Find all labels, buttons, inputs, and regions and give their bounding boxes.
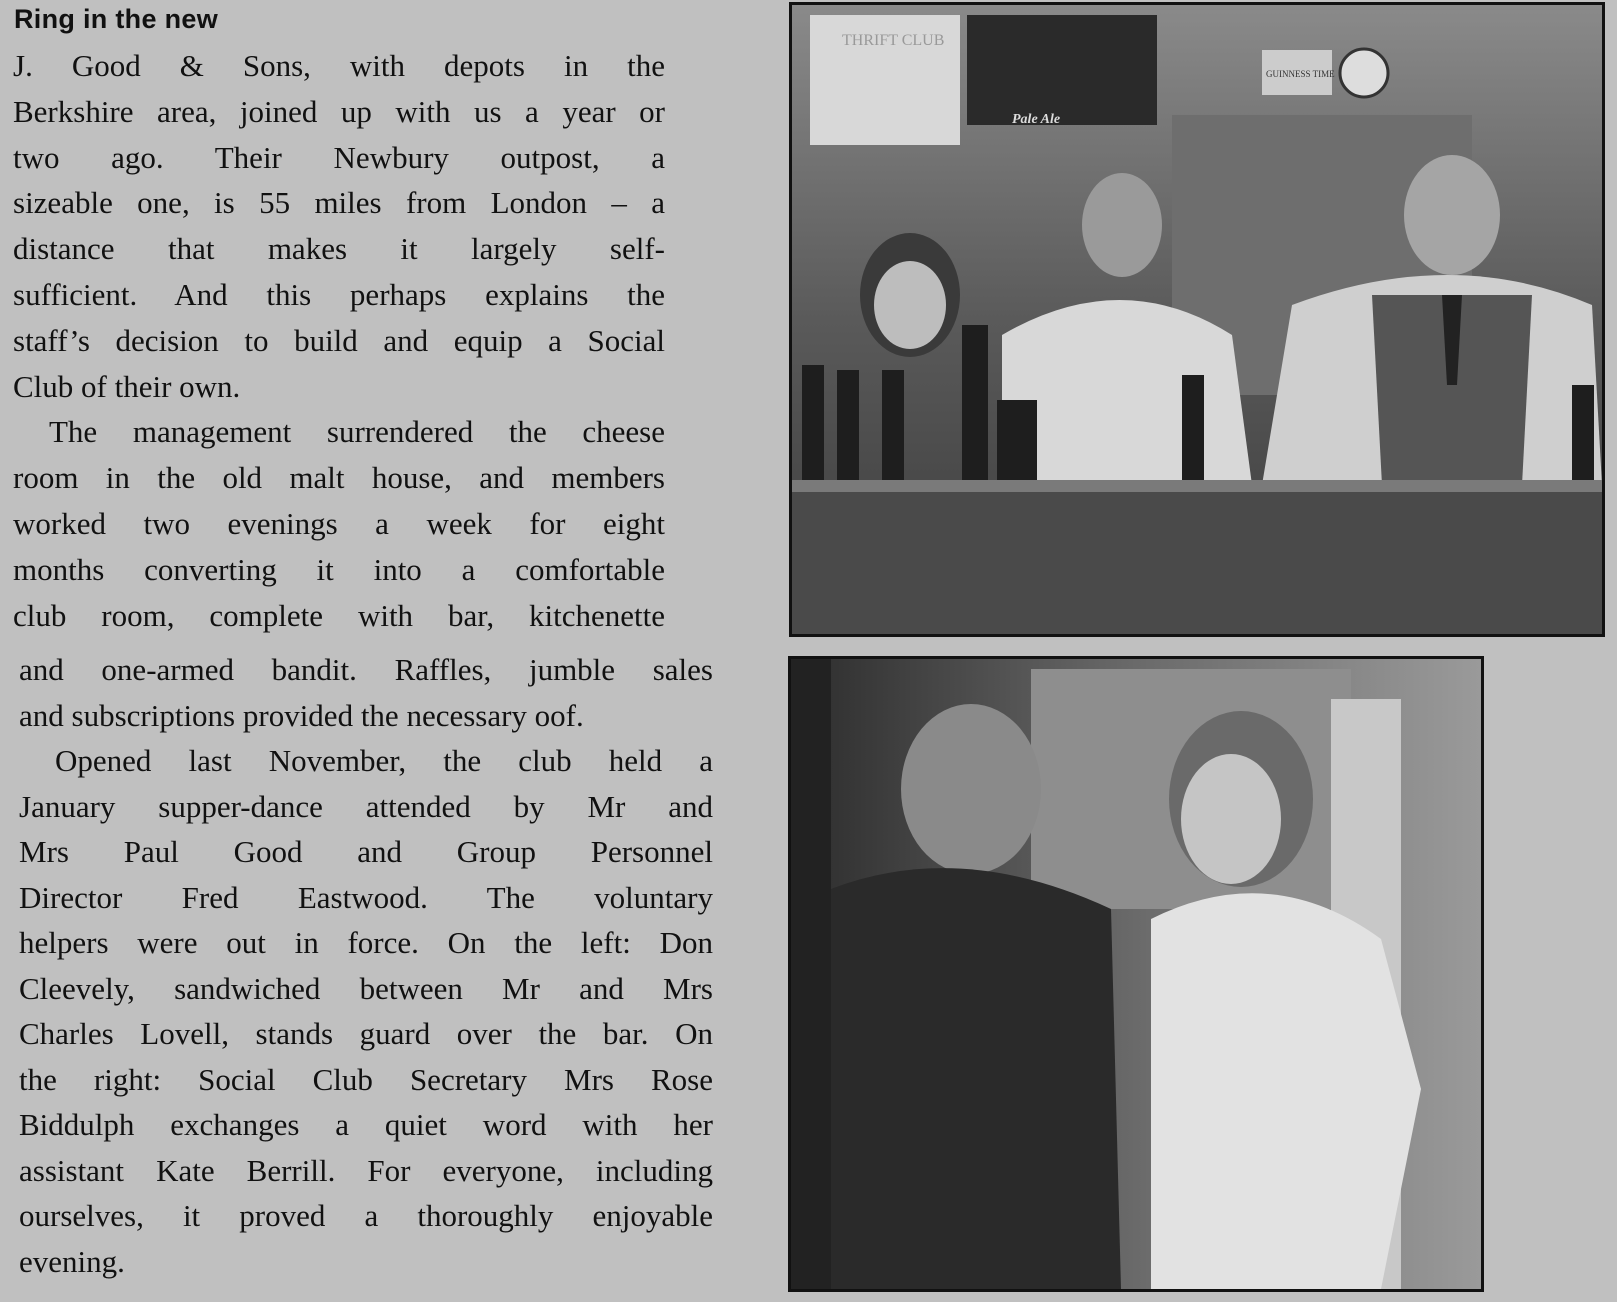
text-line: club room, complete with bar, kitchenette: [13, 597, 665, 633]
text-line: Mrs Paul Good and Group Personnel: [19, 834, 713, 869]
text-line: Berkshire area, joined up with us a year or: [13, 93, 665, 129]
text-line: ourselves, it proved a thoroughly enjoyable: [19, 1198, 713, 1233]
article-title: Ring in the new: [14, 4, 218, 34]
text-line: Club of their own.: [13, 368, 241, 404]
text-line: distance that makes it largely self-: [13, 231, 665, 267]
text-line: sizeable one, is 55 miles from London – a: [13, 185, 665, 221]
article-text-column-2: [19, 647, 713, 1284]
text-line: staff’s decision to build and equip a Social: [13, 322, 665, 358]
text-line: months converting it into a comfortable: [13, 551, 665, 587]
text-line: the right: Social Club Secretary Mrs Rose: [19, 1061, 713, 1097]
sign-text: THRIFT CLUB: [842, 32, 945, 49]
text-line: sufficient. And this perhaps explains the: [13, 276, 665, 312]
text-line: Director Fred Eastwood. The voluntary: [19, 879, 713, 915]
text-line: J. Good & Sons, with depots in the: [13, 48, 665, 83]
text-line: worked two evenings a week for eight: [13, 505, 665, 541]
text-line: Cleevely, sandwiched between Mr and Mrs: [19, 970, 713, 1006]
text-line: Biddulph exchanges a quiet word with her: [19, 1107, 713, 1142]
text-line: assistant Kate Berrill. For everyone, including: [19, 1152, 713, 1188]
sign-text: GUINNESS TIME: [1266, 69, 1335, 79]
text-line: helpers were out in force. On the left: Don: [19, 925, 713, 960]
party-guests-photo: [788, 656, 1484, 1292]
text-line: The management surrendered the cheese: [49, 414, 665, 450]
text-line: Charles Lovell, stands guard over the bar. On: [19, 1016, 713, 1051]
article-text-column-1: [13, 43, 665, 638]
bar-staff-photo: [789, 2, 1605, 637]
sign-text: Pale Ale: [1012, 112, 1061, 127]
text-line: and subscriptions provided the necessary oof.: [19, 697, 584, 733]
text-line: room in the old malt house, and members: [13, 460, 665, 496]
text-line: Opened last November, the club held a: [55, 743, 713, 778]
text-line: evening.: [19, 1243, 125, 1279]
text-line: January supper-dance attended by Mr and: [19, 788, 713, 824]
text-line: two ago. Their Newbury outpost, a: [13, 139, 665, 175]
text-line: and one-armed bandit. Raffles, jumble sales: [19, 652, 713, 687]
